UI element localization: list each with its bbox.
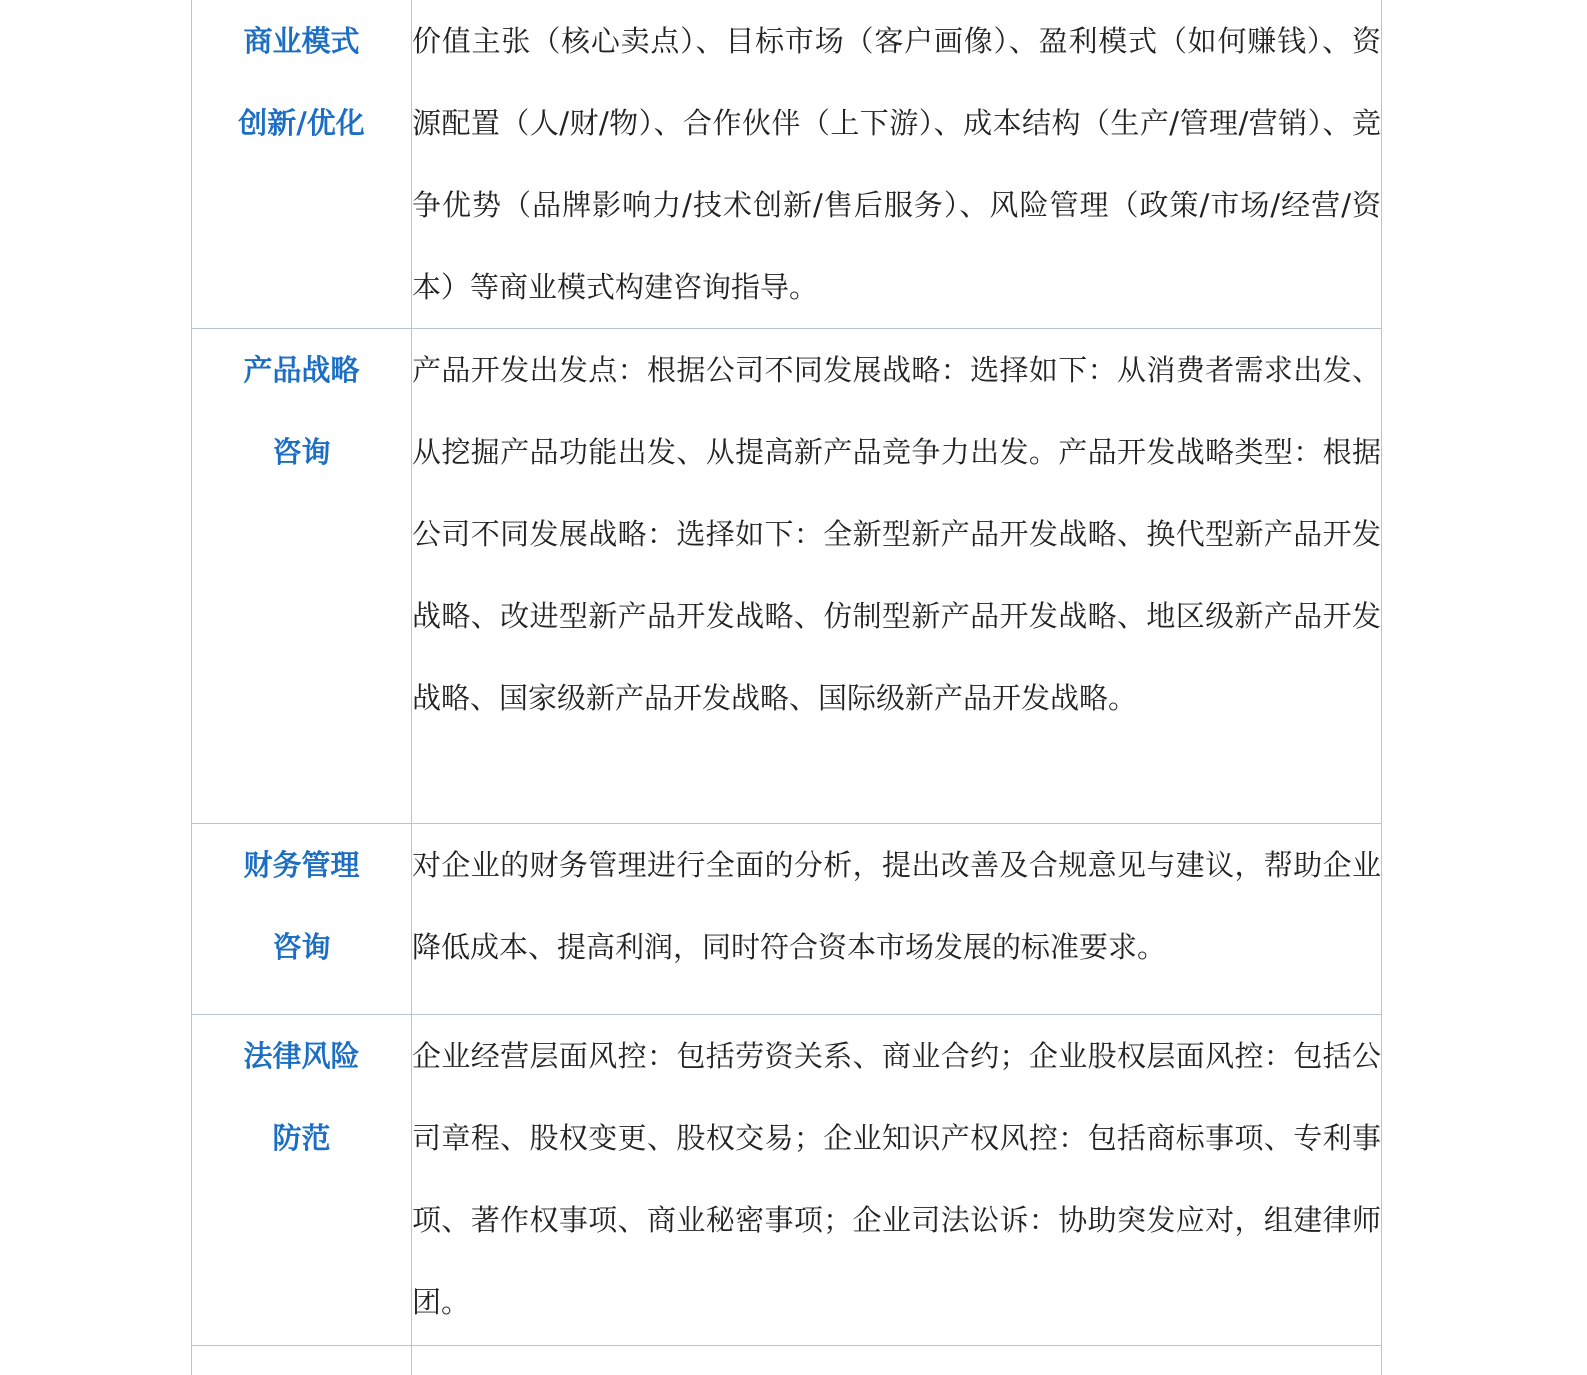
service-description-empty <box>412 1346 1382 1375</box>
table-row <box>192 824 1382 1015</box>
table-row-partial <box>192 1346 1382 1375</box>
service-name-line: 咨询 <box>272 930 331 964</box>
service-name-cell <box>192 1015 412 1346</box>
service-name-line: 法律风险 <box>243 1039 360 1073</box>
service-description: 产品开发出发点：根据公司不同发展战略：选择如下：从消费者需求出发、从挖掘产品功能出发、从提高新产品竞争力出发。产品开发战略类型：根据公司不同发展战略：选择如下：全新型新产品开发战略、换代型新产品开发战略、改进型新产品开发战略、仿制型新产品开发战略、地区级新产品开发战略、国家级新产品开发战略、国际级新产品开发战略。 <box>412 329 1382 824</box>
service-name-cell <box>192 329 412 824</box>
table-row <box>192 0 1382 329</box>
service-name-line: 防范 <box>272 1121 331 1155</box>
service-name-line: 咨询 <box>272 435 331 469</box>
services-table <box>191 0 1382 1375</box>
service-name-line: 商业模式 <box>243 24 360 58</box>
service-description: 对企业的财务管理进行全面的分析，提出改善及合规意见与建议，帮助企业降低成本、提高利润，同时符合资本市场发展的标准要求。 <box>412 824 1382 1015</box>
service-name-line: 创新/优化 <box>238 106 365 140</box>
service-name-line: 财务管理 <box>243 848 360 882</box>
table-row <box>192 329 1382 824</box>
service-name-cell <box>192 0 412 329</box>
service-description: 企业经营层面风控：包括劳资关系、商业合约；企业股权层面风控：包括公司章程、股权变更、股权交易；企业知识产权风控：包括商标事项、专利事项、著作权事项、商业秘密事项；企业司法讼诉：协助突发应对，组建律师团。 <box>412 1015 1382 1346</box>
service-name-cell <box>192 824 412 1015</box>
service-description: 价值主张（核心卖点）、目标市场（客户画像）、盈利模式（如何赚钱）、资源配置（人/财/物）、合作伙伴（上下游）、成本结构（生产/管理/营销）、竞争优势（品牌影响力/技术创新/售后服务）、风险管理（政策/市场/经营/资本）等商业模式构建咨询指导。 <box>412 0 1382 329</box>
service-name-line: 产品战略 <box>243 353 360 387</box>
table-row <box>192 1015 1382 1346</box>
service-name-cell-empty <box>192 1346 412 1375</box>
